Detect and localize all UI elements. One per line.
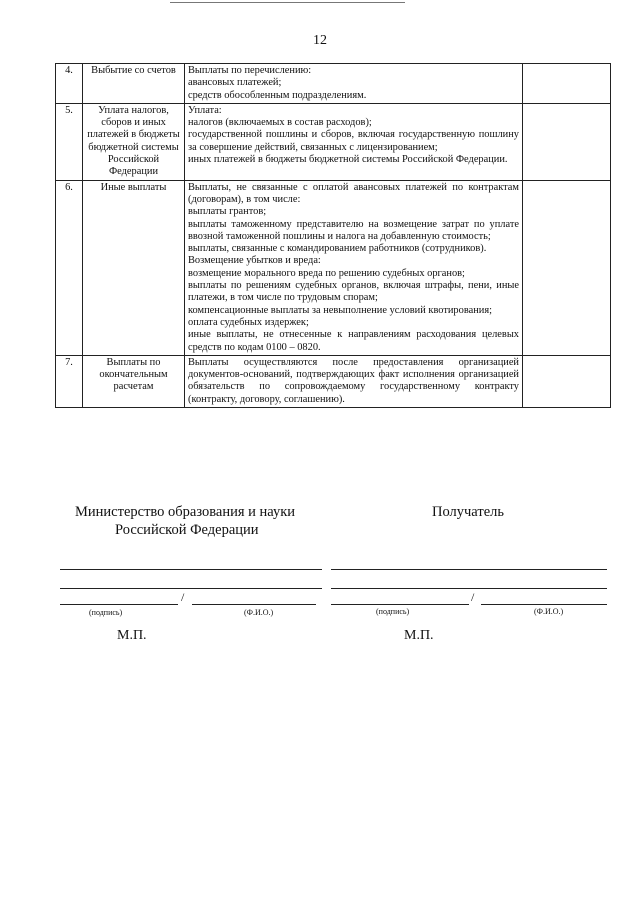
row-description [185,64,523,104]
description-line: возмещение морального вреда по решению судебных органов; [188,267,465,279]
description-line: Возмещение убытков и вреда: [188,255,321,267]
left-blank-line [60,569,322,570]
description-line: оплата судебных издержек; [188,316,309,328]
row-description [185,355,523,407]
row-empty-cell [523,355,611,407]
left-blank-line [60,588,322,589]
right-party-title: Получатель [432,504,504,520]
table-row [56,64,611,104]
right-signature-line [331,604,469,605]
row-name: Уплата налогов, сборов и иных платежей в бюджеты бюджетной системы Российской Федерации [83,103,185,180]
page-number: 12 [313,33,327,48]
description-line: иные выплаты, не отнесенные к направлениям расходования целевых средств по кодам 0100 – 0820. [188,329,519,353]
left-name-caption: (Ф.И.О.) [244,608,274,617]
description-line: выплаты грантов; [188,206,267,218]
row-number: 7. [56,355,83,407]
table-row [56,355,611,407]
right-blank-line [331,569,607,570]
table-row [56,180,611,355]
row-name: Выбытие со счетов [83,64,185,104]
row-empty-cell [523,180,611,355]
right-stamp-placeholder: М.П. [404,628,434,643]
row-number: 5. [56,103,83,180]
left-name-line [192,604,316,605]
left-party-title-line2: Российской Федерации [115,522,259,538]
description-line: иных платежей в бюджеты бюджетной системы Российской Федерации. [188,154,508,166]
description-line: выплаты по решениям судебных органов, включая штрафы, пени, иные платежи, в том числе по трудовым спорам; [188,280,519,304]
row-number: 6. [56,180,83,355]
description-line: Выплаты осуществляются после предоставления организацией документов-оснований, подтверждающих факт исполнения организацией обязательств по сопровождаемому государственному контракту (контракту, договору, соглашению). [188,356,519,405]
row-empty-cell [523,64,611,104]
description-line: Уплата: [188,104,222,116]
row-empty-cell [523,103,611,180]
top-edge-line [170,2,405,3]
left-stamp-placeholder: М.П. [117,628,147,643]
right-name-line [481,604,607,605]
description-line: выплаты таможенному представителю на возмещение затрат по уплате ввозной таможенной пошлины и налога на добавленную стоимость; [188,218,519,242]
description-line: государственной пошлины и сборов, включая государственную пошлину за совершение действий, связанных с лицензированием; [188,129,519,153]
row-name: Иные выплаты [83,180,185,355]
left-party-title: Министерство образования и науки [75,504,296,520]
description-line: компенсационные выплаты за невыполнение условий квотирования; [188,304,492,316]
row-number: 4. [56,64,83,104]
description-line: авансовых платежей; [188,77,282,89]
left-signature-line [60,604,178,605]
payments-table [55,63,611,408]
right-slash: / [471,590,475,604]
row-description [185,180,523,355]
description-line: средств обособленным подразделениям. [188,89,367,101]
description-line: выплаты, связанные с командированием работников (сотрудников). [188,243,487,255]
description-line: налогов (включаемых в состав расходов); [188,117,372,129]
row-name: Выплаты по окончательным расчетам [83,355,185,407]
right-blank-line [331,588,607,589]
description-line: Выплаты по перечислению: [188,65,312,76]
table-row [56,103,611,180]
left-slash: / [181,590,185,604]
left-signature-caption: (подпись) [89,608,123,617]
right-signature-caption: (подпись) [376,607,410,616]
description-line: Выплаты, не связанные с оплатой авансовых платежей по контрактам (договорам), в том числе: [188,181,519,205]
row-description [185,103,523,180]
right-name-caption: (Ф.И.О.) [534,607,564,616]
